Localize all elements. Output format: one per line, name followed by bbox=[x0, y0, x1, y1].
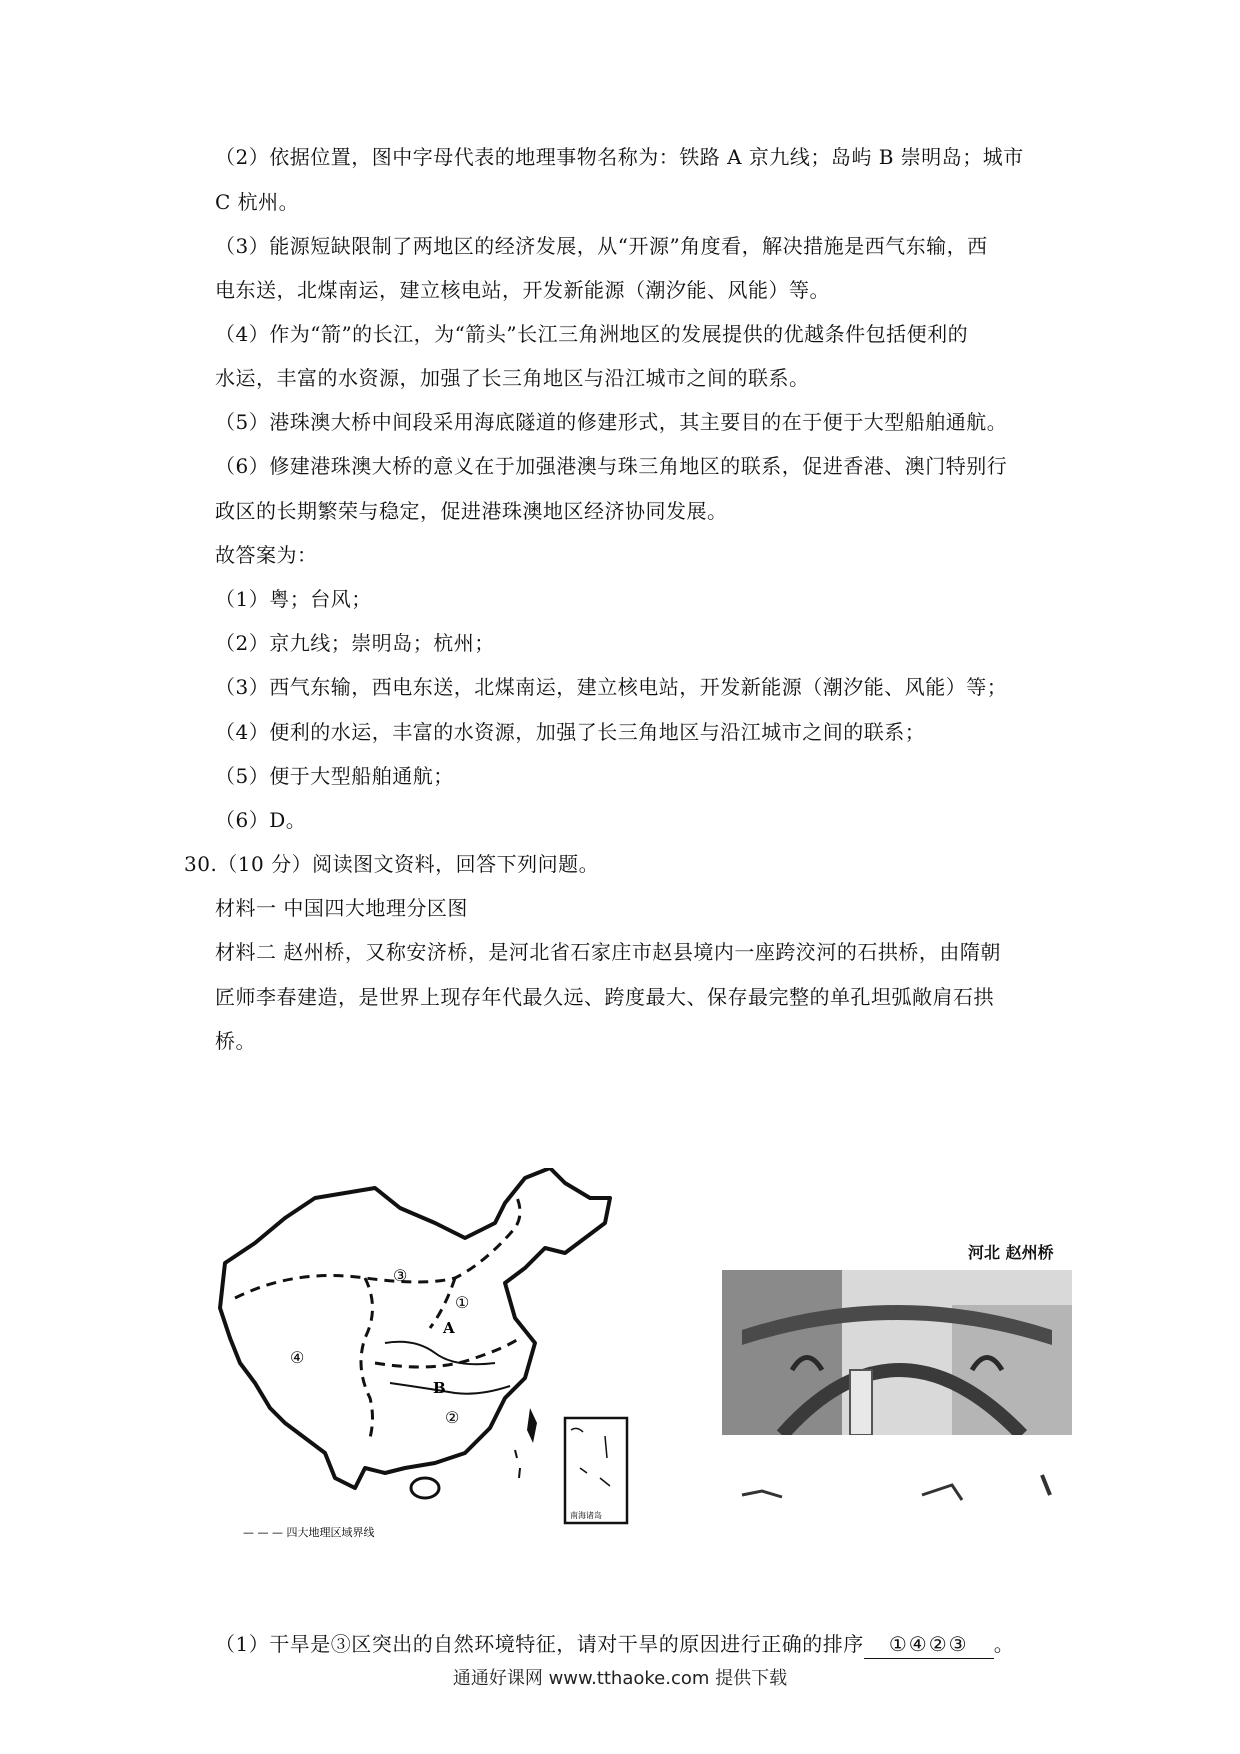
answer-line: （2）京九线；崇明岛；杭州； bbox=[215, 631, 495, 655]
china-regions-map bbox=[215, 1168, 715, 1548]
answer-line: 政区的长期繁荣与稳定，促进港珠澳地区经济协同发展。 bbox=[215, 499, 728, 523]
region-label-3: ③ bbox=[393, 1266, 408, 1285]
china-outline bbox=[220, 1168, 610, 1488]
south-china-sea-inset bbox=[565, 1418, 627, 1523]
answer-line: 电东送，北煤南运，建立核电站，开发新能源（潮汐能、风能）等。 bbox=[215, 278, 830, 302]
material-two-line: 桥。 bbox=[215, 1029, 256, 1053]
sub-question-1-text: （1）干旱是③区突出的自然环境特征，请对干旱的原因进行正确的排序 bbox=[215, 1632, 864, 1656]
point-label-a: A bbox=[443, 1319, 455, 1337]
answer-line: （2）依据位置，图中字母代表的地理事物名称为：铁路 A 京九线；岛屿 B 崇明岛；城市 bbox=[215, 145, 1024, 169]
page-footer: 通通好课网 www.tthaoke.com 提供下载 bbox=[452, 1668, 788, 1689]
answer-line: 水运，丰富的水资源，加强了长三角地区与沿江城市之间的联系。 bbox=[215, 366, 810, 390]
material-two-line: 匠师李春建造，是世界上现存年代最久远、跨度最大、保存最完整的单孔坦弧敞肩石拱 bbox=[215, 985, 994, 1009]
photo-caption: 河北 赵州桥 bbox=[968, 1243, 1054, 1262]
taiwan-island bbox=[527, 1408, 537, 1443]
hainan-island bbox=[411, 1478, 439, 1498]
material-two-line: 材料二 赵州桥，又称安济桥，是河北省石家庄市赵县境内一座跨洨河的石拱桥，由隋朝 bbox=[215, 940, 1001, 964]
region-label-2: ② bbox=[445, 1408, 460, 1427]
point-label-b: B bbox=[433, 1379, 446, 1397]
answer-line: （1）粤；台风； bbox=[215, 587, 372, 611]
inset-label: 南海诸岛 bbox=[570, 1511, 602, 1520]
answer-line: C 杭州。 bbox=[215, 190, 300, 214]
material-one: 材料一 中国四大地理分区图 bbox=[215, 896, 468, 920]
sub-question-1 bbox=[215, 1630, 1014, 1659]
answer-line: （4）作为“箭”的长江，为“箭头”长江三角洲地区的发展提供的优越条件包括便利的 bbox=[215, 322, 969, 346]
map-legend: — — — 四大地理区域界线 bbox=[243, 1526, 375, 1539]
answer-line: （5）便于大型船舶通航； bbox=[215, 764, 454, 788]
answer-line: （3）西气东输，西电东送，北煤南运，建立核电站，开发新能源（潮汐能、风能）等； bbox=[215, 675, 1008, 699]
answer-line: （4）便利的水运，丰富的水资源，加强了长三角地区与沿江城市之间的联系； bbox=[215, 720, 926, 744]
sub-question-1-end: 。 bbox=[993, 1632, 1015, 1656]
answer-line: （6）D。 bbox=[215, 808, 307, 832]
answer-line: （5）港珠澳大桥中间段采用海底隧道的修建形式，其主要目的在于便于大型船舶通航。 bbox=[215, 410, 1008, 434]
answer-line: （6）修建港珠澳大桥的意义在于加强港澳与珠三角地区的联系，促进香港、澳门特别行 bbox=[215, 454, 1008, 478]
region-label-1: ① bbox=[455, 1293, 470, 1312]
answer-summary-heading: 故答案为： bbox=[215, 543, 318, 567]
question-header: 30.（10 分）阅读图文资料，回答下列问题。 bbox=[184, 852, 600, 876]
answer-blank: ①④②③ bbox=[864, 1630, 994, 1659]
answer-line: （3）能源短缺限制了两地区的经济发展，从“开源”角度看，解决措施是西气东输，西 bbox=[215, 234, 988, 258]
region-label-4: ④ bbox=[290, 1348, 305, 1367]
zhaozhou-bridge-photo bbox=[722, 1195, 1072, 1515]
